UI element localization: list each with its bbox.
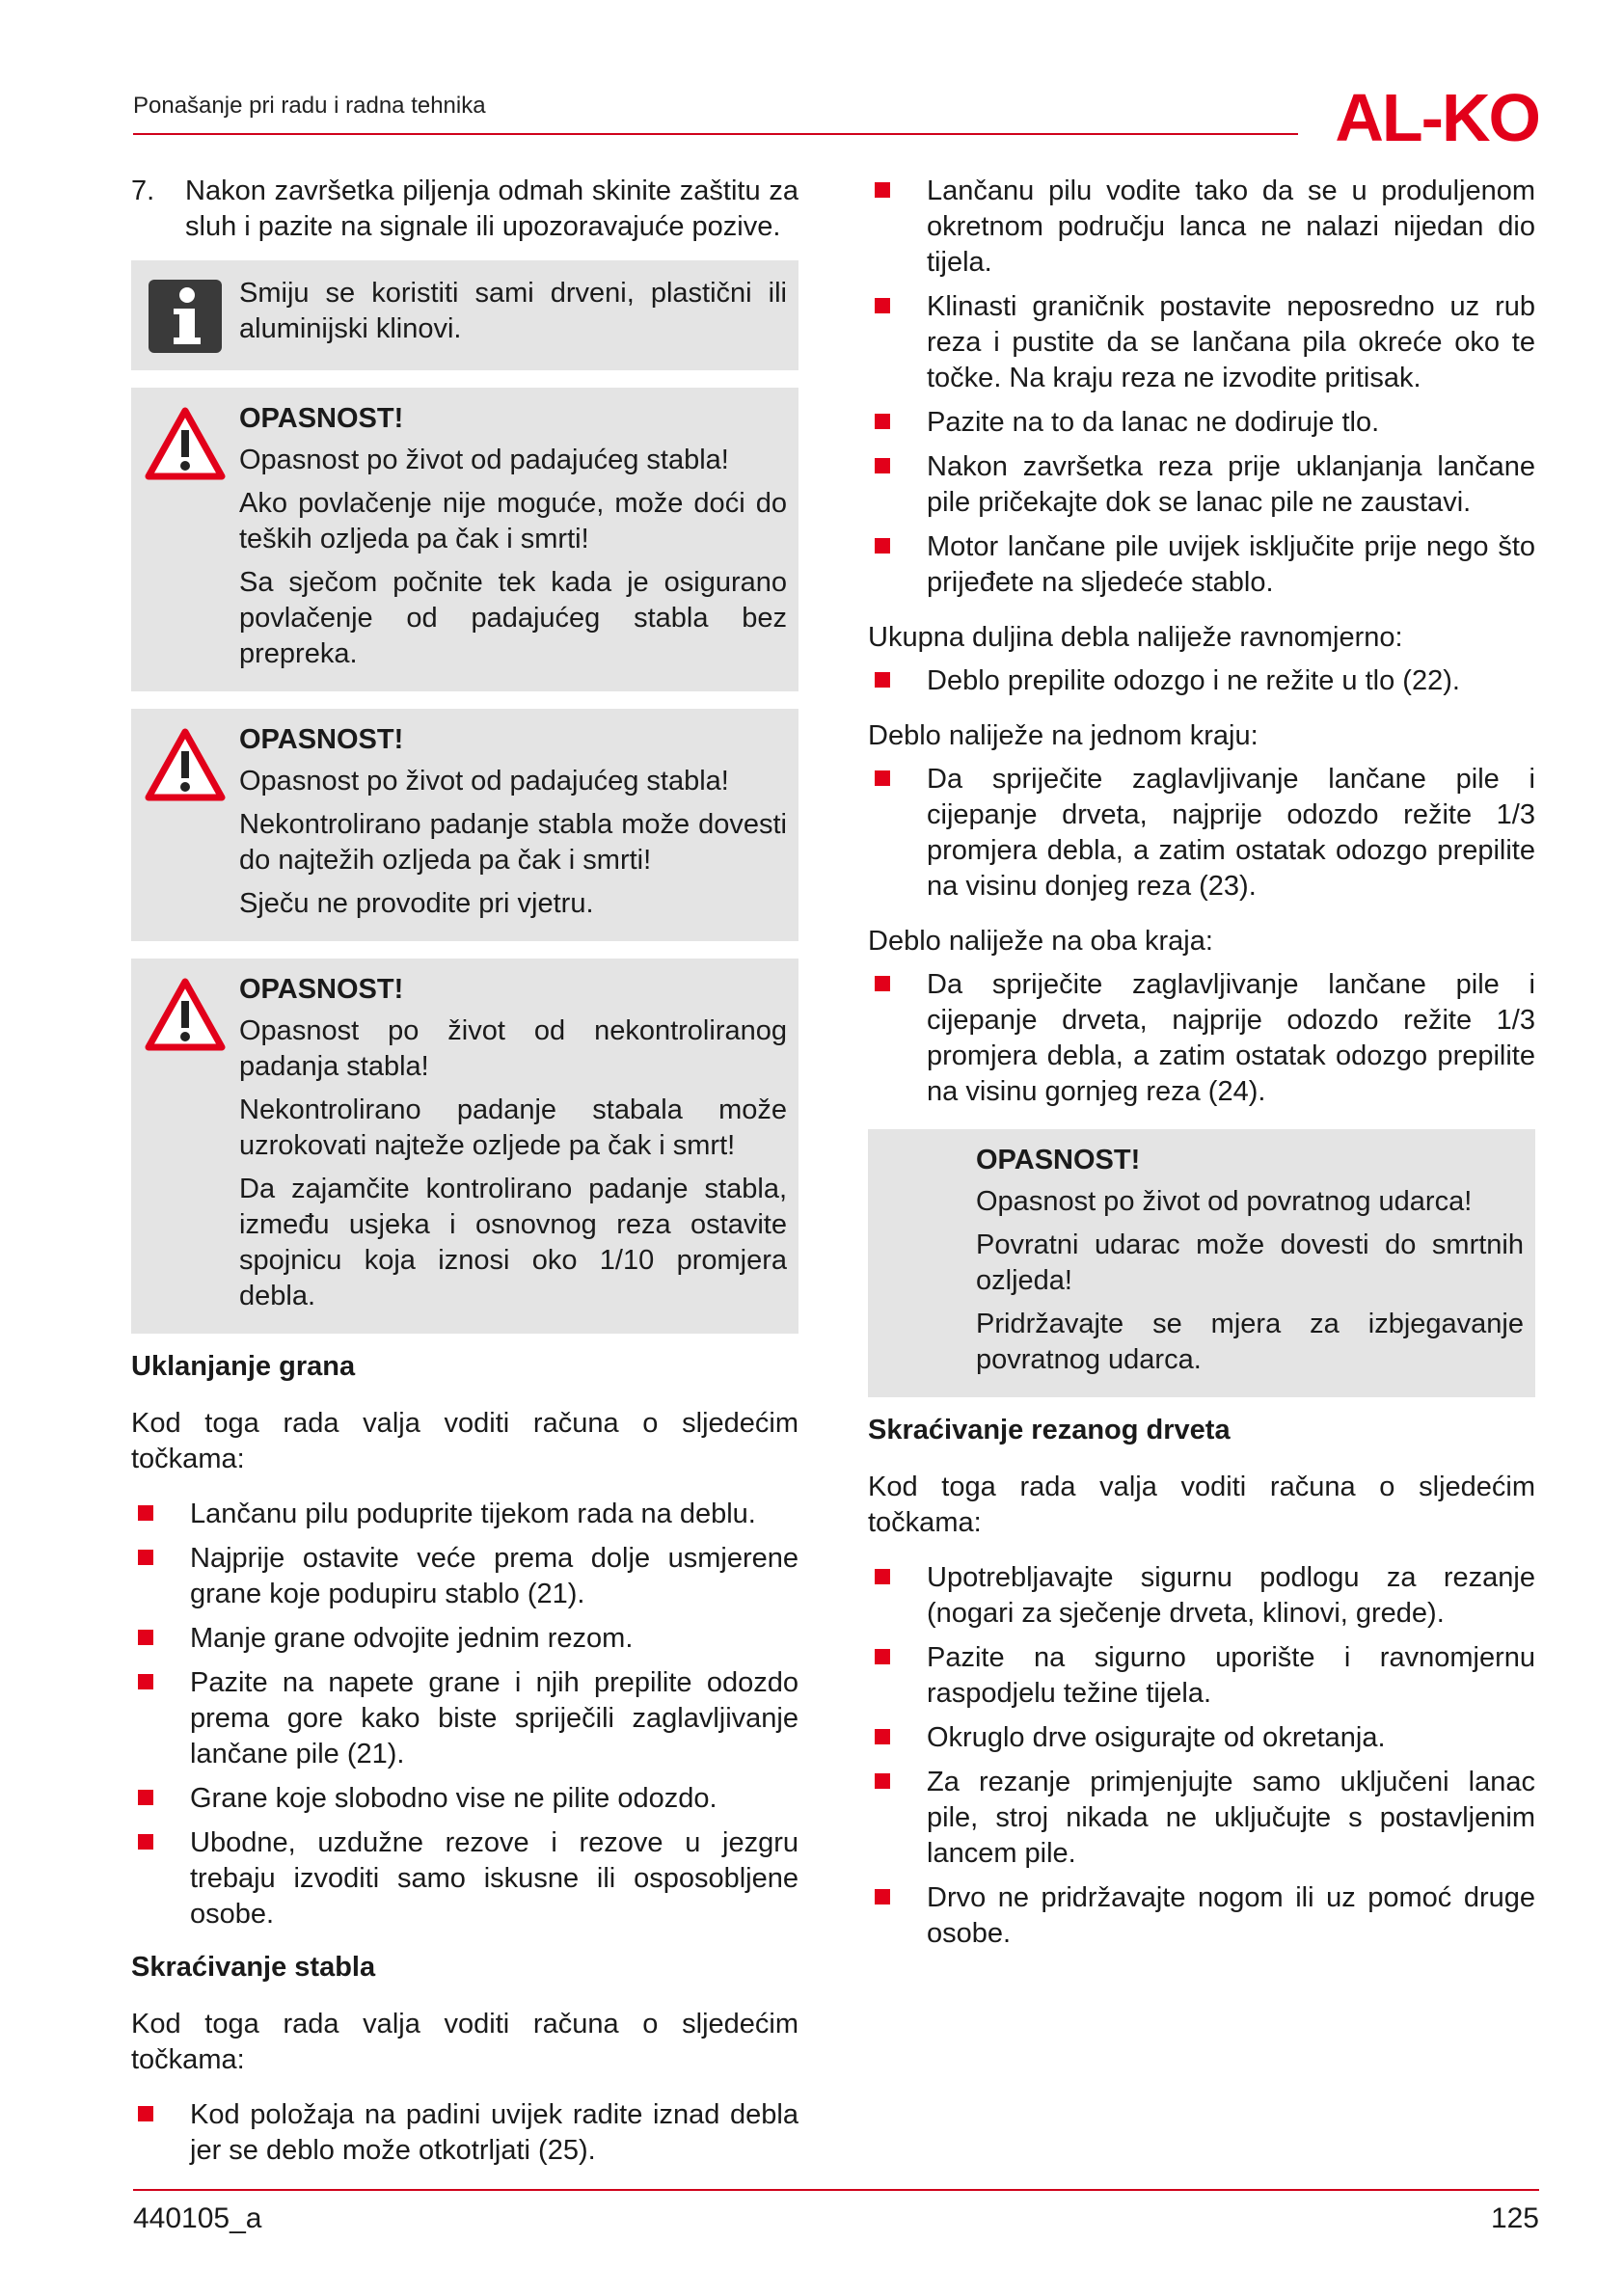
bullet-list <box>131 1497 798 1932</box>
list-item: Drvo ne pridržavajte nogom ili uz pomoć druge osobe. <box>868 1880 1535 1952</box>
bullet-square-icon <box>875 1773 890 1789</box>
page-number: 125 <box>1490 2202 1539 2234</box>
bullet-list <box>868 967 1535 1110</box>
bullet-square-icon <box>875 770 890 786</box>
danger-title: OPASNOST! <box>239 724 404 755</box>
bullet-square-icon <box>875 1649 890 1664</box>
bullet-square-icon <box>875 414 890 429</box>
bullet-square-icon <box>138 1550 153 1565</box>
numbered-item-7 <box>131 174 798 245</box>
danger-line: Opasnost po život od padajućeg stabla! <box>239 766 729 797</box>
danger-title: OPASNOST! <box>239 974 404 1005</box>
bullet-square-icon <box>875 538 890 554</box>
list-item: Okruglo drve osigurajte od okretanja. <box>868 1720 1535 1756</box>
bullet-list <box>868 1560 1535 1952</box>
bullet-square-icon <box>138 1630 153 1645</box>
right-column <box>868 174 1535 1971</box>
footer-rule <box>133 2189 1539 2191</box>
section-intro: Kod toga rada valja voditi računa o sljedećim točkama: <box>131 1408 798 1474</box>
bullet-square-icon <box>138 1674 153 1689</box>
danger-box-4 <box>868 1129 1535 1397</box>
danger-line: Povratni udarac može dovesti do smrtnih ozljeda! <box>976 1229 1524 1296</box>
info-icon <box>145 278 226 355</box>
danger-box-1 <box>131 388 798 691</box>
paragraph: Ukupna duljina debla naliježe ravnomjerno: <box>868 622 1403 653</box>
list-item: Za rezanje primjenjujte samo uključeni lanac pile, stroj nikada ne uključujte s postavljenim lancem pile. <box>868 1765 1535 1872</box>
bullet-square-icon <box>875 672 890 688</box>
list-item: Pazite na napete grane i njih prepilite odozdo prema gore kako biste spriječili zaglavljivanje lančane pile (21). <box>131 1665 798 1772</box>
bullet-square-icon <box>875 1569 890 1584</box>
header-rule <box>133 133 1298 135</box>
danger-line: Opasnost po život od padajućeg stabla! <box>239 445 729 475</box>
left-column <box>131 174 798 2188</box>
page-header <box>133 80 1539 155</box>
danger-line: Da zajamčite kontrolirano padanje stabla, između usjeka i osnovnog reza ostavite spojnicu koja iznosi oko 1/10 promjera debla. <box>239 1174 787 1311</box>
alko-logo: AL-KO <box>1335 80 1539 155</box>
section-intro: Kod toga rada valja voditi računa o sljedećim točkama: <box>868 1472 1535 1538</box>
danger-line: Nekontrolirano padanje stabala može uzrokovati najteže ozljede pa čak i smrt! <box>239 1094 787 1161</box>
danger-box-3 <box>131 959 798 1334</box>
bullet-square-icon <box>875 298 890 313</box>
danger-title: OPASNOST! <box>976 1145 1141 1175</box>
list-item: Deblo prepilite odozgo i ne režite u tlo (22). <box>868 663 1535 699</box>
bullet-square-icon <box>875 976 890 991</box>
list-item: Klinasti graničnik postavite neposredno uz rub reza i pustite da se lančana pila okreće oko te točke. Na kraju reza ne izvodite pritisak. <box>868 289 1535 396</box>
bullet-square-icon <box>875 1729 890 1744</box>
list-item: Ubodne, uzdužne rezove i rezove u jezgru trebaju izvoditi samo iskusne ili osposobljene osobe. <box>131 1825 798 1932</box>
bullet-square-icon <box>875 458 890 473</box>
item-number: 7. <box>131 176 155 206</box>
list-item: Lančanu pilu vodite tako da se u produljenom okretnom području lanca ne nalazi nijedan dio tijela. <box>868 174 1535 281</box>
warning-triangle-icon <box>145 976 226 1053</box>
info-box <box>131 260 798 370</box>
list-item: Upotrebljavajte sigurnu podlogu za rezanje (nogari za sječenje drveta, klinovi, grede). <box>868 1560 1535 1632</box>
list-item: Manje grane odvojite jednim rezom. <box>131 1621 798 1657</box>
list-item: Kod položaja na padini uvijek radite iznad debla jer se deblo može otkotrljati (25). <box>131 2097 798 2169</box>
warning-triangle-icon <box>145 405 226 482</box>
bullet-square-icon <box>138 1790 153 1805</box>
danger-line: Sječu ne provodite pri vjetru. <box>239 888 594 919</box>
list-item: Motor lančane pile uvijek isključite prije nego što prijeđete na sljedeće stablo. <box>868 529 1535 601</box>
danger-title: OPASNOST! <box>239 403 404 434</box>
bullet-list <box>131 2097 798 2169</box>
header-title: Ponašanje pri radu i radna tehnika <box>133 93 486 119</box>
list-item: Nakon završetka reza prije uklanjanja lančane pile pričekajte dok se lanac pile ne zaustavi. <box>868 449 1535 521</box>
danger-line: Sa sječom počnite tek kada je osigurano povlačenje od padajućeg stabla bez prepreka. <box>239 567 787 669</box>
section-heading: Uklanjanje grana <box>131 1351 356 1382</box>
bullet-square-icon <box>875 1889 890 1904</box>
danger-line: Pridržavajte se mjera za izbjegavanje povratnog udarca. <box>976 1309 1524 1375</box>
bullet-list <box>868 762 1535 905</box>
danger-line: Opasnost po život od povratnog udarca! <box>976 1186 1473 1217</box>
list-item: Pazite na sigurno uporište i ravnomjernu raspodjelu težine tijela. <box>868 1640 1535 1712</box>
danger-line: Ako povlačenje nije moguće, može doći do teških ozljeda pa čak i smrti! <box>239 488 787 554</box>
item-text: Nakon završetka piljenja odmah skinite zaštitu za sluh i pazite na signale ili upozoravajuće pozive. <box>185 176 798 242</box>
list-item: Najprije ostavite veće prema dolje usmjerene grane koje podupiru stablo (21). <box>131 1541 798 1612</box>
list-item: Da spriječite zaglavljivanje lančane pile i cijepanje drveta, najprije odozdo režite 1/3 promjera debla, a zatim ostatak odozgo prepilite na visinu donjeg reza (23). <box>868 762 1535 905</box>
bullet-list <box>868 663 1535 699</box>
bullet-square-icon <box>138 1505 153 1521</box>
list-item: Lančanu pilu poduprite tijekom rada na deblu. <box>131 1497 798 1532</box>
list-item: Da spriječite zaglavljivanje lančane pile i cijepanje drveta, najprije odozdo režite 1/3 promjera debla, a zatim ostatak odozgo prepilite na visinu gornjeg reza (24). <box>868 967 1535 1110</box>
paragraph: Deblo naliježe na oba kraja: <box>868 926 1213 957</box>
section-heading: Skraćivanje stabla <box>131 1952 376 1983</box>
paragraph: Deblo naliježe na jednom kraju: <box>868 720 1259 751</box>
list-item: Grane koje slobodno vise ne pilite odozdo. <box>131 1781 798 1817</box>
bullet-square-icon <box>138 2106 153 2121</box>
bullet-square-icon <box>875 182 890 198</box>
danger-box-2 <box>131 709 798 941</box>
section-intro: Kod toga rada valja voditi računa o sljedećim točkama: <box>131 2009 798 2075</box>
bullet-square-icon <box>138 1834 153 1850</box>
warning-triangle-icon <box>145 726 226 803</box>
document-code: 440105_a <box>133 2202 262 2234</box>
section-heading: Skraćivanje rezanog drveta <box>868 1415 1231 1445</box>
info-text: Smiju se koristiti sami drveni, plastični ili aluminijski klinovi. <box>239 278 787 344</box>
bullet-list <box>868 174 1535 601</box>
list-item: Pazite na to da lanac ne dodiruje tlo. <box>868 405 1535 441</box>
danger-line: Nekontrolirano padanje stabla može dovesti do najtežih ozljeda pa čak i smrti! <box>239 809 787 876</box>
danger-line: Opasnost po život od nekontroliranog padanja stabla! <box>239 1015 787 1082</box>
